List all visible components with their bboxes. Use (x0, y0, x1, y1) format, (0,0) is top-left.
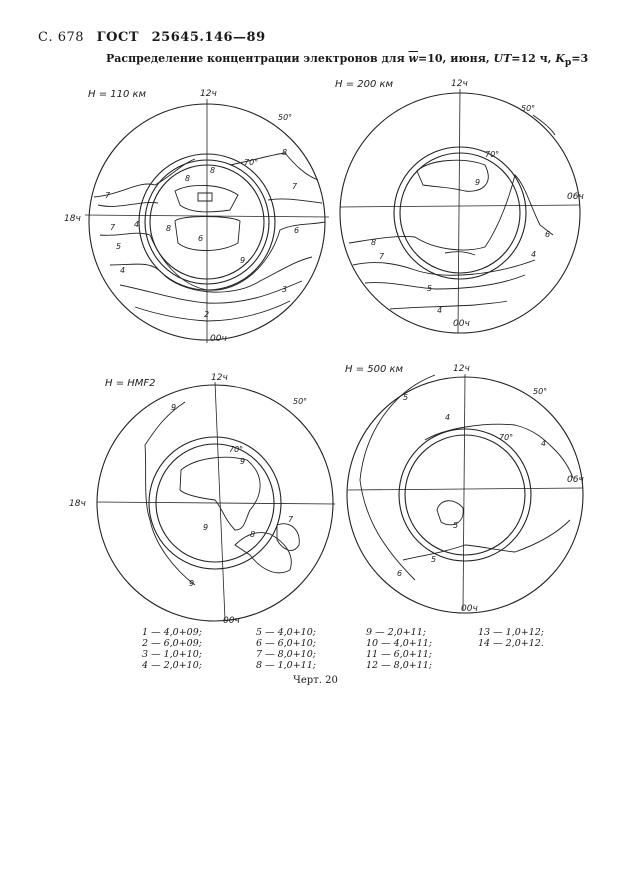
isoline (445, 252, 475, 255)
legend-entry: 7 — 8,0+10; (256, 649, 316, 660)
lat70-label: 70° (229, 445, 244, 454)
contour-label: 6 (294, 226, 300, 235)
standard-number: 25645.146—89 (151, 30, 266, 45)
isoline (533, 115, 555, 135)
contour-label: 4 (531, 250, 537, 259)
lat50-label: 50° (533, 387, 548, 396)
isoline (390, 301, 507, 309)
lat70-circle (399, 429, 531, 561)
isoline (235, 533, 291, 573)
contour-label: 8 (185, 174, 191, 183)
meridian-axis (215, 382, 225, 620)
isoline (98, 202, 158, 206)
standard-label: ГОСТ (96, 30, 139, 45)
legend-column (256, 627, 316, 671)
legend-entry: 9 — 2,0+11; (366, 627, 426, 638)
contour-label: 4 (134, 220, 140, 229)
contour-label: 6 (545, 230, 551, 239)
mlt-18-label: 18ч (64, 214, 81, 224)
mlt-12-label: 12ч (453, 364, 470, 374)
dawn-dusk-axis (340, 205, 580, 207)
contour-label: 8 (250, 530, 256, 539)
legend-entry: 3 — 1,0+10; (142, 649, 202, 660)
contour-label: 4 (437, 306, 443, 315)
contour-label: 7 (105, 191, 111, 200)
contour-label: 7 (110, 223, 116, 232)
contour-label: 6 (397, 569, 403, 578)
contour-label: 4 (445, 413, 451, 422)
contour-label: 2 (204, 310, 210, 319)
contour-label: 5 (453, 521, 459, 530)
contour-label: 8 (166, 224, 172, 233)
legend-entry: 5 — 4,0+10; (256, 627, 316, 638)
legend-entry: 13 — 1,0+12; (478, 627, 544, 638)
mlt-00-label: 00ч (210, 334, 227, 344)
contour-label: 9 (240, 457, 246, 466)
contour-label: 5 (431, 555, 437, 564)
contour-label: 6 (198, 234, 204, 243)
lat70-label: 70° (485, 150, 500, 159)
isoline (145, 402, 195, 585)
meridian-axis (463, 374, 465, 610)
isoline (277, 524, 299, 551)
contour-label: 8 (282, 148, 288, 157)
plot-label: H = 200 км (335, 79, 394, 90)
isoline (360, 375, 435, 580)
contour-label: 8 (210, 166, 216, 175)
lat50-label: 50° (278, 113, 293, 122)
legend-column (142, 627, 202, 671)
contour-label: 4 (120, 266, 126, 275)
mlt-12-label: 12ч (211, 373, 228, 383)
mlt-00-label: 00ч (223, 616, 240, 626)
contour-label: 9 (203, 523, 209, 532)
figure-title: Распределение концентрации электронов для $\overline{w}=10$, июня, UT=12 ч, $K_p=3$ (106, 52, 589, 69)
mlt-12-label: 12ч (200, 89, 217, 99)
plot-h110 (64, 85, 340, 355)
contour-label: 4 (541, 439, 547, 448)
contour-label: 8 (371, 238, 377, 247)
contour-label: 9 (475, 178, 481, 187)
contour-label: 7 (292, 182, 298, 191)
mlt-06-label: 06ч (567, 475, 584, 485)
mlt-00-label: 00ч (461, 604, 478, 614)
isoline (349, 175, 553, 250)
mlt-12-label: 12ч (451, 79, 468, 89)
lat70-circle (394, 147, 526, 279)
isoline (268, 199, 322, 203)
legend-entry: 1 — 4,0+09; (142, 627, 202, 638)
contour-label: 5 (116, 242, 122, 251)
legend-entry: 8 — 1,0+11; (256, 660, 316, 671)
isoline (353, 260, 535, 275)
dawn-dusk-axis (348, 488, 583, 490)
legend-entry: 2 — 6,0+09; (142, 638, 202, 649)
mlt-06-label: 06ч (567, 192, 584, 202)
isoline (100, 222, 325, 290)
figure-caption: Черт. 20 (293, 675, 338, 686)
lat50-label: 50° (521, 104, 536, 113)
contour-label: 9 (240, 256, 246, 265)
contour-label: 9 (171, 403, 177, 412)
lat70-label: 70° (244, 158, 259, 167)
isoline (175, 185, 238, 211)
isoline (403, 520, 570, 560)
isoline (198, 193, 212, 201)
isoline (175, 217, 240, 251)
legend-entry: 12 — 8,0+11; (366, 660, 432, 671)
plot-hmf2 (69, 370, 345, 630)
plot-h500 (345, 360, 595, 620)
page-number: С. 678 (38, 30, 85, 45)
plot-h200 (335, 75, 585, 350)
legend-entry: 4 — 2,0+10; (142, 660, 202, 671)
legend-entry: 6 — 6,0+10; (256, 638, 316, 649)
contour-label: 7 (288, 515, 294, 524)
legend-column (366, 627, 432, 671)
plot-label: H = 110 км (88, 89, 147, 100)
legend-entry: 14 — 2,0+12. (478, 638, 544, 649)
contour-label: 9 (189, 579, 195, 588)
dawn-dusk-axis (97, 502, 335, 504)
meridian-axis (458, 89, 460, 333)
legend-entry: 10 — 4,0+11; (366, 638, 432, 649)
isoline (135, 301, 290, 321)
plot-label: H = HMF2 (105, 378, 156, 389)
mlt-00-label: 00ч (453, 319, 470, 329)
contour-label: 7 (379, 252, 385, 261)
mlt-18-label: 18ч (69, 499, 86, 509)
legend-entry: 11 — 6,0+11; (366, 649, 432, 660)
isoline (437, 501, 463, 525)
contour-label: 3 (282, 285, 288, 294)
contour-label: 5 (427, 284, 433, 293)
lat50-label: 50° (293, 397, 308, 406)
page-header (38, 30, 274, 45)
plot-label: H = 500 км (345, 364, 404, 375)
contour-label: 5 (403, 393, 409, 402)
legend-column (478, 627, 544, 649)
lat70-label: 70° (499, 433, 514, 442)
